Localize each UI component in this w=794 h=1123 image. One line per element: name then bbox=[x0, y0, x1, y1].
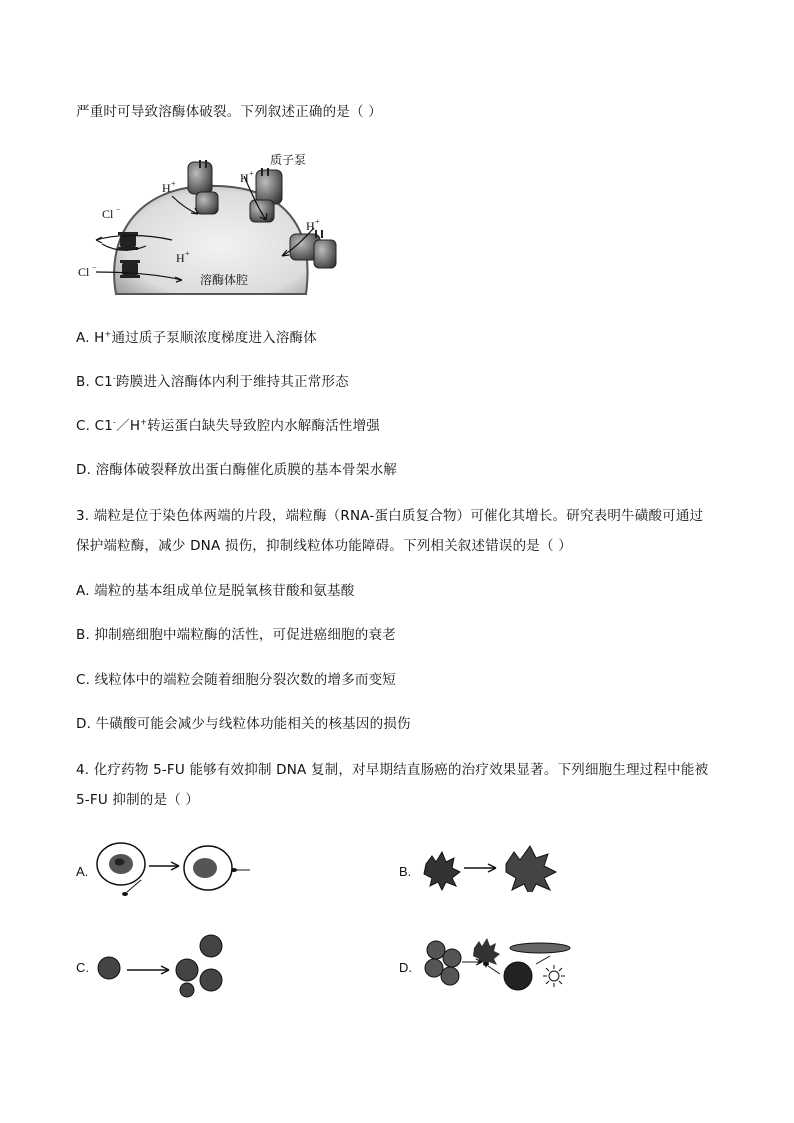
q4-option-a-label[interactable]: A. bbox=[76, 864, 89, 879]
label-proton-pump: 质子泵 bbox=[270, 153, 307, 167]
q4-option-d-label[interactable]: D. bbox=[399, 960, 412, 975]
chloride-channel-1 bbox=[118, 232, 138, 250]
lysosome-figure bbox=[76, 148, 376, 296]
q3-option-d[interactable]: D. 牛磺酸可能会减少与线粒体功能相关的核基因的损伤 bbox=[76, 716, 411, 732]
label-h-2 bbox=[240, 169, 254, 185]
svg-text:Cl: Cl bbox=[102, 207, 114, 221]
q4-stem-line-1: 4. 化疗药物 5-FU 能够有效抑制 DNA 复制，对早期结直肠癌的治疗效果显著。下列细胞生理过程中能被 bbox=[76, 762, 709, 778]
q4-option-d-figure[interactable] bbox=[418, 934, 578, 998]
q4-option-b-figure[interactable] bbox=[418, 842, 568, 892]
chloride-channel-2 bbox=[120, 260, 140, 278]
svg-text:H: H bbox=[176, 251, 185, 265]
label-cl-1 bbox=[102, 205, 121, 221]
svg-text:H: H bbox=[306, 219, 315, 233]
svg-text:+: + bbox=[171, 179, 176, 188]
question-2-stem: 严重时可导致溶酶体破裂。下列叙述正确的是（ ） bbox=[76, 104, 382, 120]
q3-option-a[interactable]: A. 端粒的基本组成单位是脱氧核苷酸和氨基酸 bbox=[76, 583, 355, 599]
q2-option-c[interactable]: C. C1-／H+转运蛋白缺失导致腔内水解酶活性增强 bbox=[76, 417, 380, 434]
q3-stem-line-1: 3. 端粒是位于染色体两端的片段，端粒酶（RNA-蛋白质复合物）可催化其增长。研究表明牛磺酸可通过 bbox=[76, 508, 704, 524]
svg-text:+: + bbox=[249, 169, 254, 178]
svg-text:+: + bbox=[315, 217, 320, 226]
svg-text:−: − bbox=[92, 263, 97, 272]
svg-text:H: H bbox=[162, 181, 171, 195]
label-cl-2 bbox=[78, 263, 97, 279]
q2-option-b[interactable]: B. C1-跨膜进入溶酶体内利于维持其正常形态 bbox=[76, 373, 349, 390]
q3-option-c[interactable]: C. 线粒体中的端粒会随着细胞分裂次数的增多而变短 bbox=[76, 672, 397, 688]
svg-text:−: − bbox=[116, 205, 121, 214]
q4-option-c-figure[interactable] bbox=[95, 934, 235, 998]
q2-option-d[interactable]: D. 溶酶体破裂释放出蛋白酶催化质膜的基本骨架水解 bbox=[76, 462, 397, 478]
label-lysosome-lumen: 溶酶体腔 bbox=[200, 273, 249, 287]
svg-text:Cl: Cl bbox=[78, 265, 90, 279]
q4-option-a-figure[interactable] bbox=[95, 840, 255, 900]
q3-stem-line-2: 保护端粒酶，减少 DNA 损伤，抑制线粒体功能障碍。下列相关叙述错误的是（ ） bbox=[76, 538, 572, 554]
q4-stem-line-2: 5-FU 抑制的是（ ） bbox=[76, 792, 200, 808]
q2-option-a[interactable]: A. H+通过质子泵顺浓度梯度进入溶酶体 bbox=[76, 329, 317, 346]
q3-option-b[interactable]: B. 抑制癌细胞中端粒酶的活性，可促进癌细胞的衰老 bbox=[76, 627, 396, 643]
q4-option-c-label[interactable]: C. bbox=[76, 960, 89, 975]
q4-option-b-label[interactable]: B. bbox=[399, 864, 412, 879]
label-h-3 bbox=[306, 217, 320, 233]
svg-text:+: + bbox=[185, 249, 190, 258]
svg-text:H: H bbox=[240, 171, 249, 185]
